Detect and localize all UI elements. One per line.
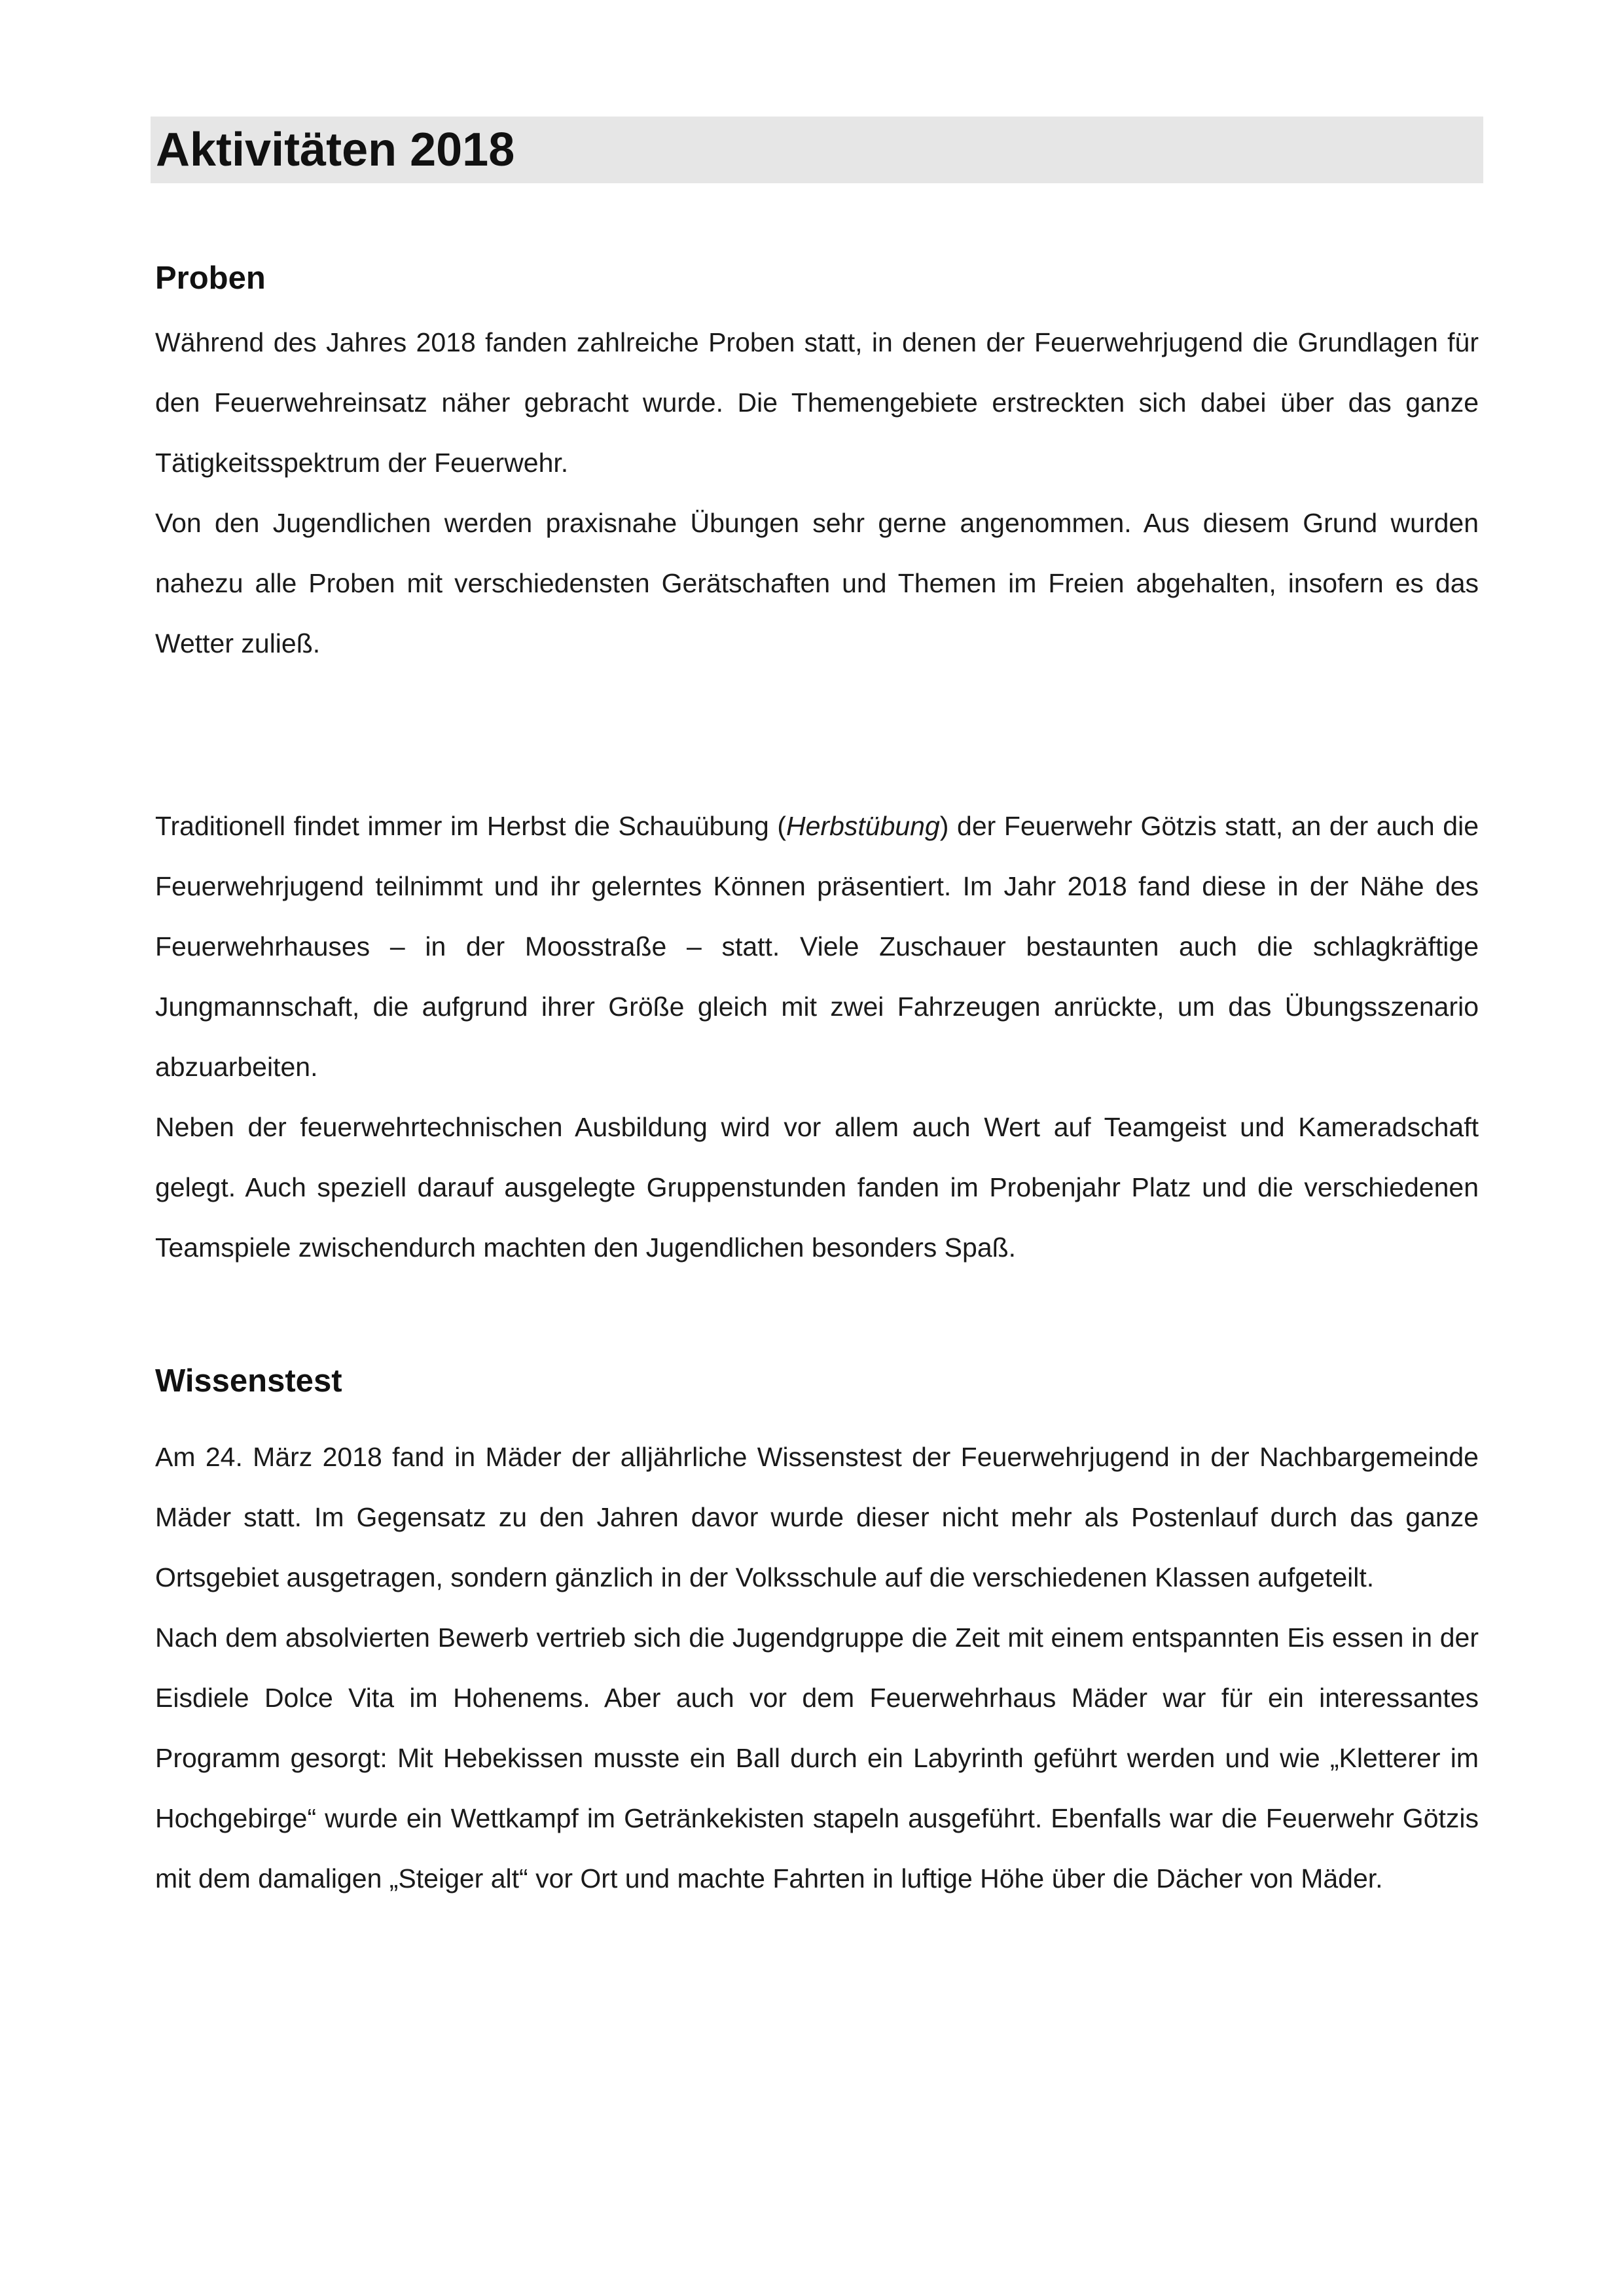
proben-paragraph-2: Von den Jugendlichen werden praxisnahe Übungen sehr gerne angenommen. Aus diesem Grund wurden nahezu alle Proben mit verschiedensten Gerätschaften und Themen im Freien abgehalten, insofern es das Wetter zuließ. [155,508,1479,658]
section-schauuebung [155,796,1479,1278]
proben-paragraph-1: Während des Jahres 2018 fanden zahlreiche Proben statt, in denen der Feuerwehrjugend die Grundlagen für den Feuerwehreinsatz näher gebracht wurde. Die Themengebiete erstreckten sich dabei über das ganze Tätigkeitsspektrum der Feuerwehr. [155,327,1479,478]
schauuebung-text-end: ) der Feuerwehr Götzis statt, an der auch die Feuerwehrjugend teilnimmt und ihr gelerntes Können präsentiert. Im Jahr 2018 fand diese in der Nähe des Feuerwehrhauses – in der Moosstraße – statt. Viele Zuschauer bestaunten auch die schlagkräftige Jungmannschaft, die aufgrund ihrer Größe gleich mit zwei Fahrzeugen anrückte, um das Übungsszenario abzuarbeiten. [155,811,1479,1082]
herbstuebung-emphasis: Herbstübung [786,811,940,841]
wissenstest-paragraph-2: Nach dem absolvierten Bewerb vertrieb sich die Jugendgruppe die Zeit mit einem entspannten Eis essen in der Eisdiele Dolce Vita im Hohenems. Aber auch vor dem Feuerwehrhaus Mäder war für ein interessantes Programm gesorgt: Mit Hebekissen musste ein Ball durch ein Labyrinth geführt werden und wie „Kletterer im Hochgebirge“ wurde ein Wettkampf im Getränkekisten stapeln ausgeführt. Ebenfalls war die Feuerwehr Götzis mit dem damaligen „Steiger alt“ vor Ort und machte Fahrten in luftige Höhe über die Dächer von Mäder. [155,1623,1479,1893]
page-title: Aktivitäten 2018 [156,124,515,176]
schauuebung-paragraph-2: Neben der feuerwehrtechnischen Ausbildung wird vor allem auch Wert auf Teamgeist und Kameradschaft gelegt. Auch speziell darauf ausgelegte Gruppenstunden fanden im Probenjahr Platz und die verschiedenen Teamspiele zwischendurch machten den Jugendlichen besonders Spaß. [155,1112,1479,1263]
schauuebung-paragraph-1 [155,796,1479,1097]
page-title-bar [151,117,1483,183]
section-heading-wissenstest: Wissenstest [155,1363,342,1399]
schauuebung-text-start: Traditionell findet immer im Herbst die Schauübung ( [155,811,787,841]
section-proben [155,259,1479,673]
section-wissenstest [155,1361,1479,1909]
wissenstest-paragraph-1: Am 24. März 2018 fand in Mäder der alljährliche Wissenstest der Feuerwehrjugend in der Nachbargemeinde Mäder statt. Im Gegensatz zu den Jahren davor wurde dieser nicht mehr als Postenlauf durch das ganze Ortsgebiet ausgetragen, sondern gänzlich in der Volksschule auf die verschiedenen Klassen aufgeteilt. [155,1442,1479,1592]
section-heading-proben: Proben [155,260,266,296]
